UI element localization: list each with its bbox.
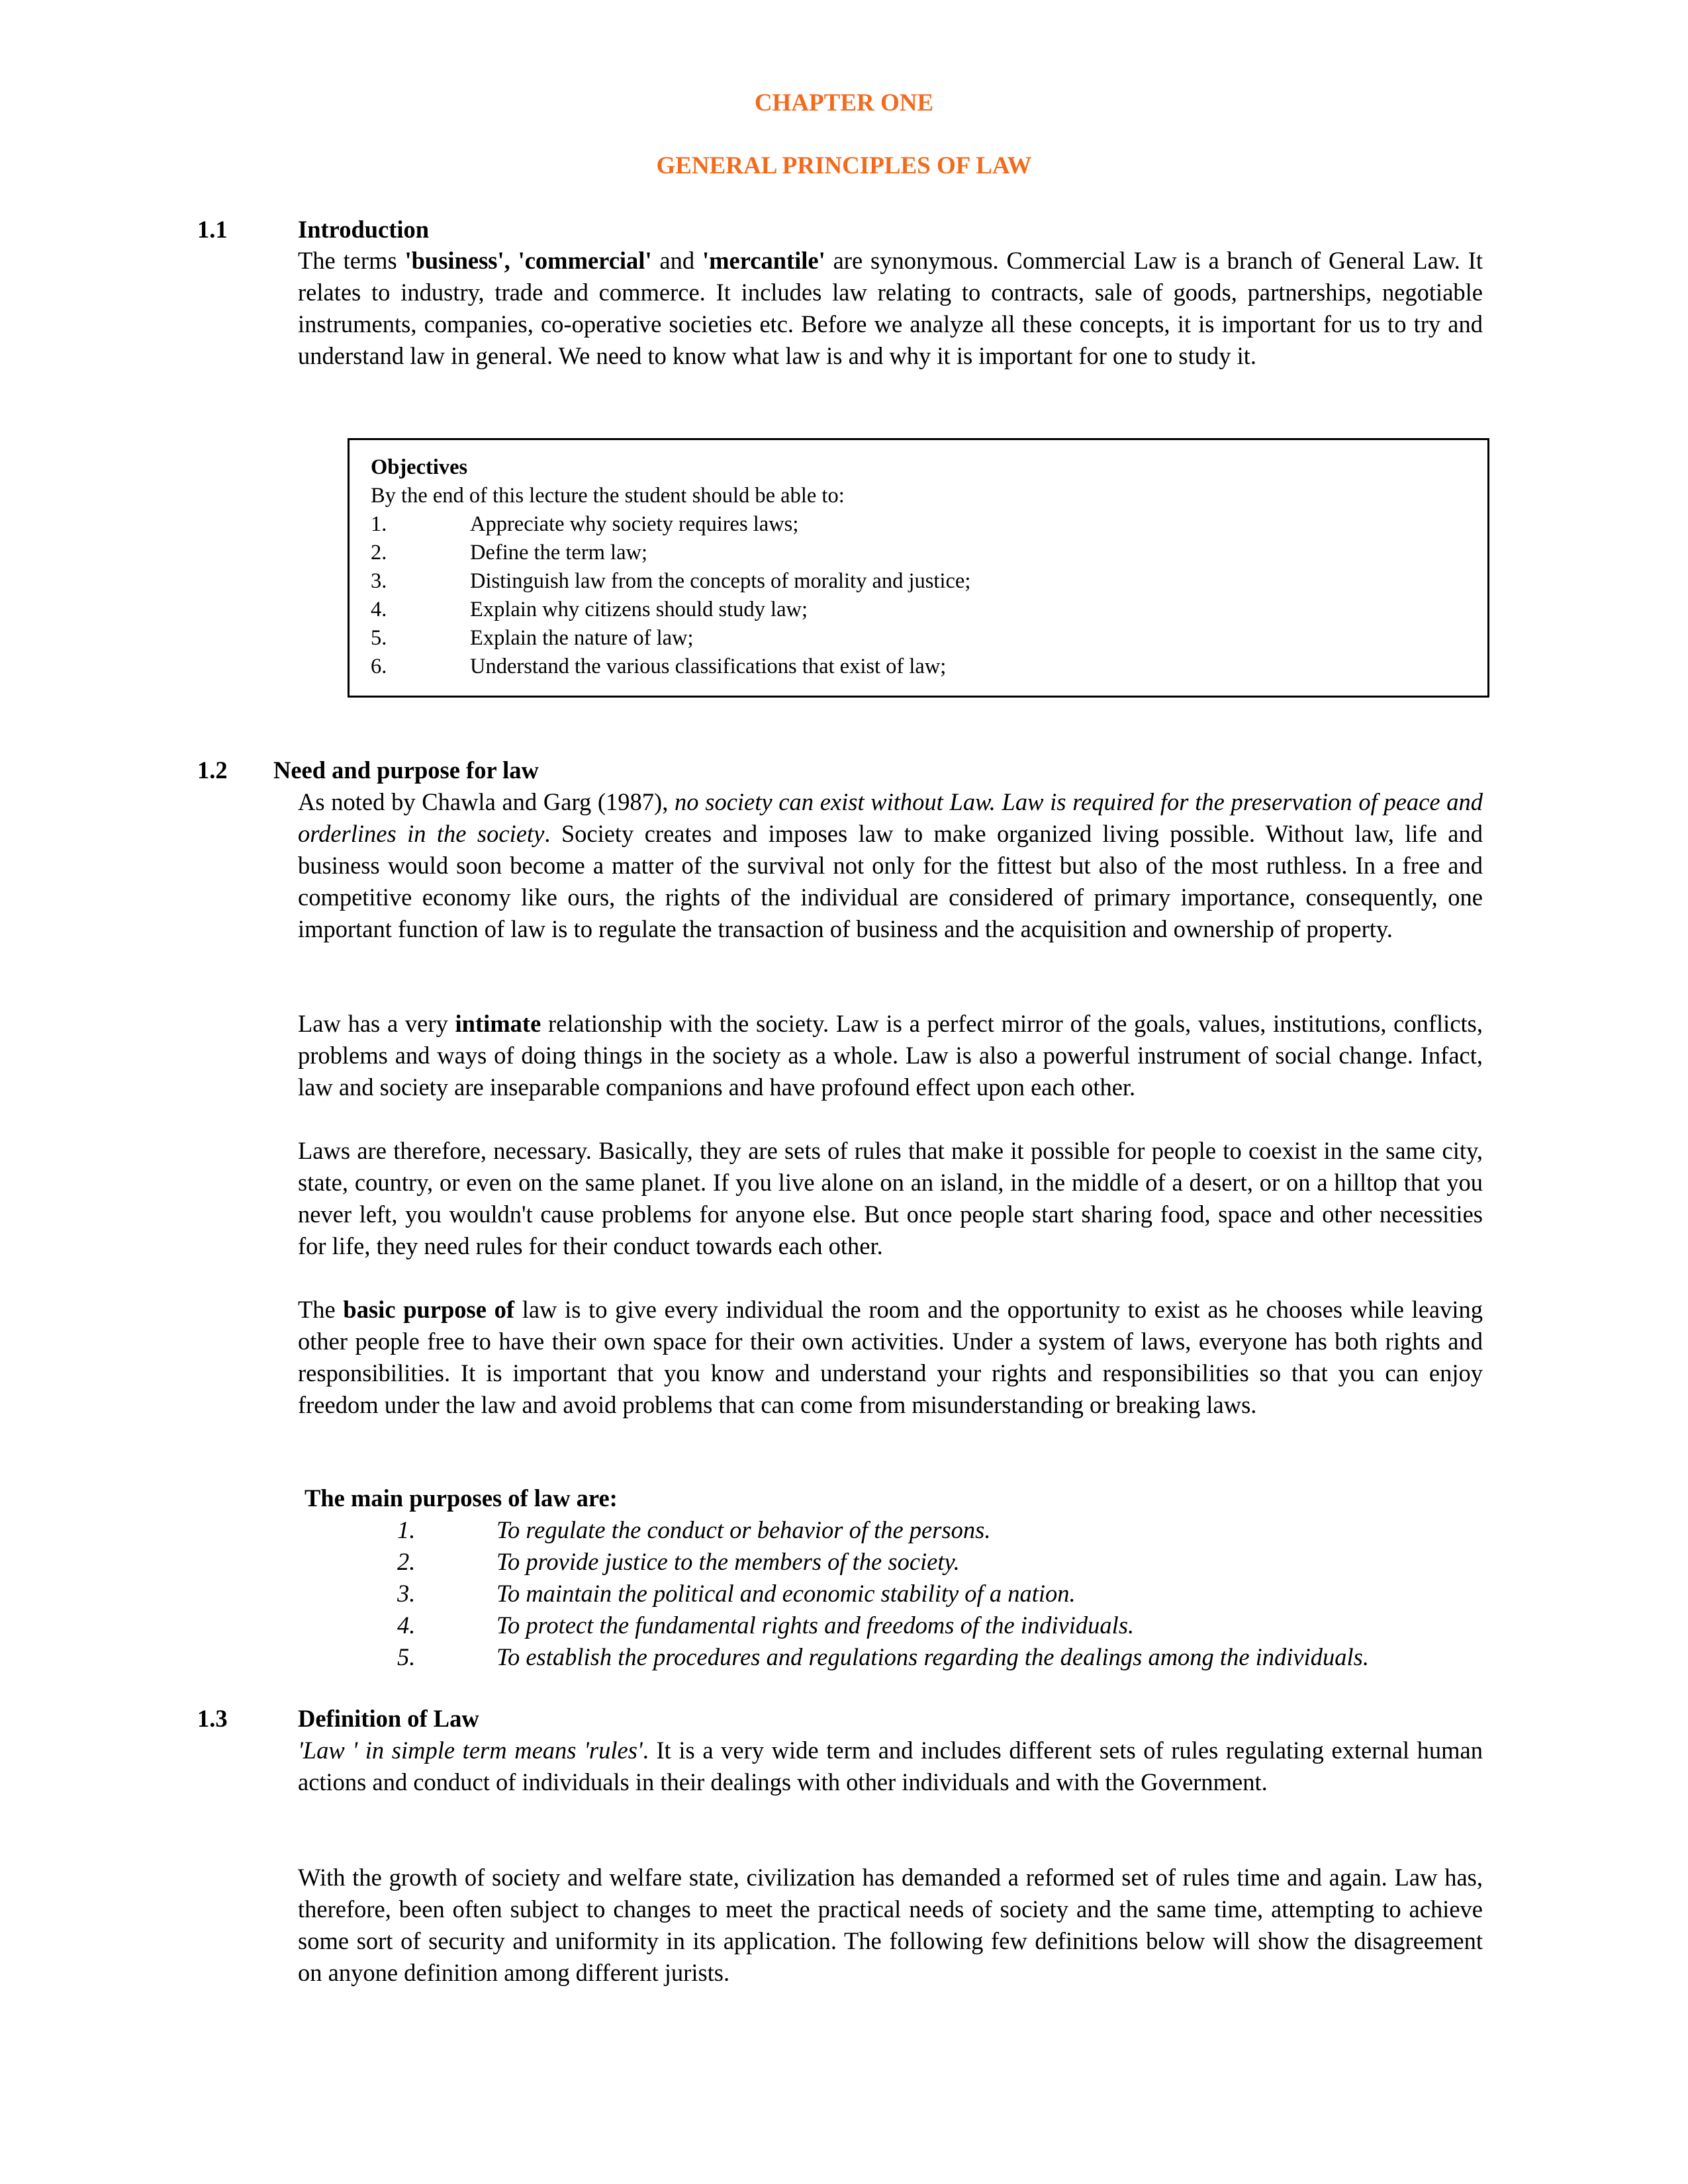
purposes-list [397,1514,1483,1673]
section-title-definition: Definition of Law [298,1705,479,1732]
purposes-heading: The main purposes of law are: [305,1484,618,1512]
section-number-1-3: 1.3 [197,1705,228,1732]
section-number-1-2: 1.2 [197,756,228,784]
section-title-introduction: Introduction [298,216,430,243]
need-paragraph-3: Laws are therefore, necessary. Basically, they are sets of rules that make it possible for people to coexist in the same city, state, country, or even on the same planet. If you live alone on an island, in the middle of a desert, or on a hilltop that you never left, you wouldn't cause problems for anyone else. But once people start sharing food, space and other necessities for life, they need rules for their conduct towards each other. [298,1137,1483,1259]
definition-paragraph-1: 'Law ' in simple term means 'rules'. It is a very wide term and includes different sets of rules regulating external human actions and conduct of individuals in their dealings with other individuals and with the Government. [298,1737,1483,1796]
objectives-heading: Objectives [371,455,468,479]
need-paragraph-2: Law has a very intimate relationship with the society. Law is a perfect mirror of the goals, values, institutions, conflicts, problems and ways of doing things in the society as a whole. Law is also a powerful instrument of social change. Infact, law and society are inseparable companions and have profound effect upon each other. [298,1010,1483,1101]
objective-item: 1. Appreciate why society requires laws; [371,512,799,536]
objective-item: 4. Explain why citizens should study law; [371,598,808,621]
objectives-intro: By the end of this lecture the student should be able to: [371,484,845,508]
purpose-item: 2. To provide justice to the members of the society. [397,1548,960,1575]
purpose-item: 3. To maintain the political and economic stability of a nation. [397,1580,1076,1607]
purpose-item: 1. To regulate the conduct or behavior of the persons. [397,1516,991,1543]
objective-item: 6. Understand the various classifications that exist of law; [371,655,947,678]
purpose-item: 5. To establish the procedures and regulations regarding the dealings among the individuals. [397,1643,1369,1670]
need-paragraph-1: As noted by Chawla and Garg (1987), no society can exist without Law. Law is required for the preservation of peace and orderlines in the society. Society creates and imposes law to make organized living possible. Without law, life and business would soon become a matter of the survival not only for the fittest but also of the most ruthless. In a free and competitive economy like ours, the rights of the individual are considered of primary importance, consequently, one important function of law is to regulate the transaction of business and the acquisition and ownership of property. [298,788,1483,942]
objectives-box [348,438,1489,698]
purpose-item: 4. To protect the fundamental rights and freedoms of the individuals. [397,1612,1135,1639]
section-number-1-1: 1.1 [197,216,228,243]
chapter-title: GENERAL PRINCIPLES OF LAW [656,152,1032,179]
objective-item: 2. Define the term law; [371,541,648,565]
definition-paragraph-2: With the growth of society and welfare state, civilization has demanded a reformed set of rules time and again. Law has, therefore, been often subject to changes to meet the practical needs of society and the same time, attempting to achieve some sort of security and uniformity in its application. The following few definitions below will show the disagreement on anyone definition among different jurists. [298,1864,1483,1986]
chapter-number: CHAPTER ONE [754,89,934,116]
need-paragraph-4: The basic purpose of law is to give every individual the room and the opportunity to exist as he chooses while leaving other people free to have their own space for their own activities. Under a system of laws, everyone has both rights and responsibilities. It is important that you know and understand your rights and responsibilities so that you can enjoy freedom under the law and avoid problems that can come from misunderstanding or breaking laws. [298,1296,1483,1418]
objective-item: 5. Explain the nature of law; [371,626,694,650]
section-title-need-purpose: Need and purpose for law [273,756,539,784]
intro-paragraph: The terms 'business', 'commercial' and 'mercantile' are synonymous. Commercial Law is a branch of General Law. It relates to industry, trade and commerce. It includes law relating to contracts, sale of goods, partnerships, negotiable instruments, companies, co-operative societies etc. Before we analyze all these concepts, it is important for us to try and understand law in general. We need to know what law is and why it is important for one to study it. [298,247,1483,369]
objective-item: 3. Distinguish law from the concepts of morality and justice; [371,569,971,593]
